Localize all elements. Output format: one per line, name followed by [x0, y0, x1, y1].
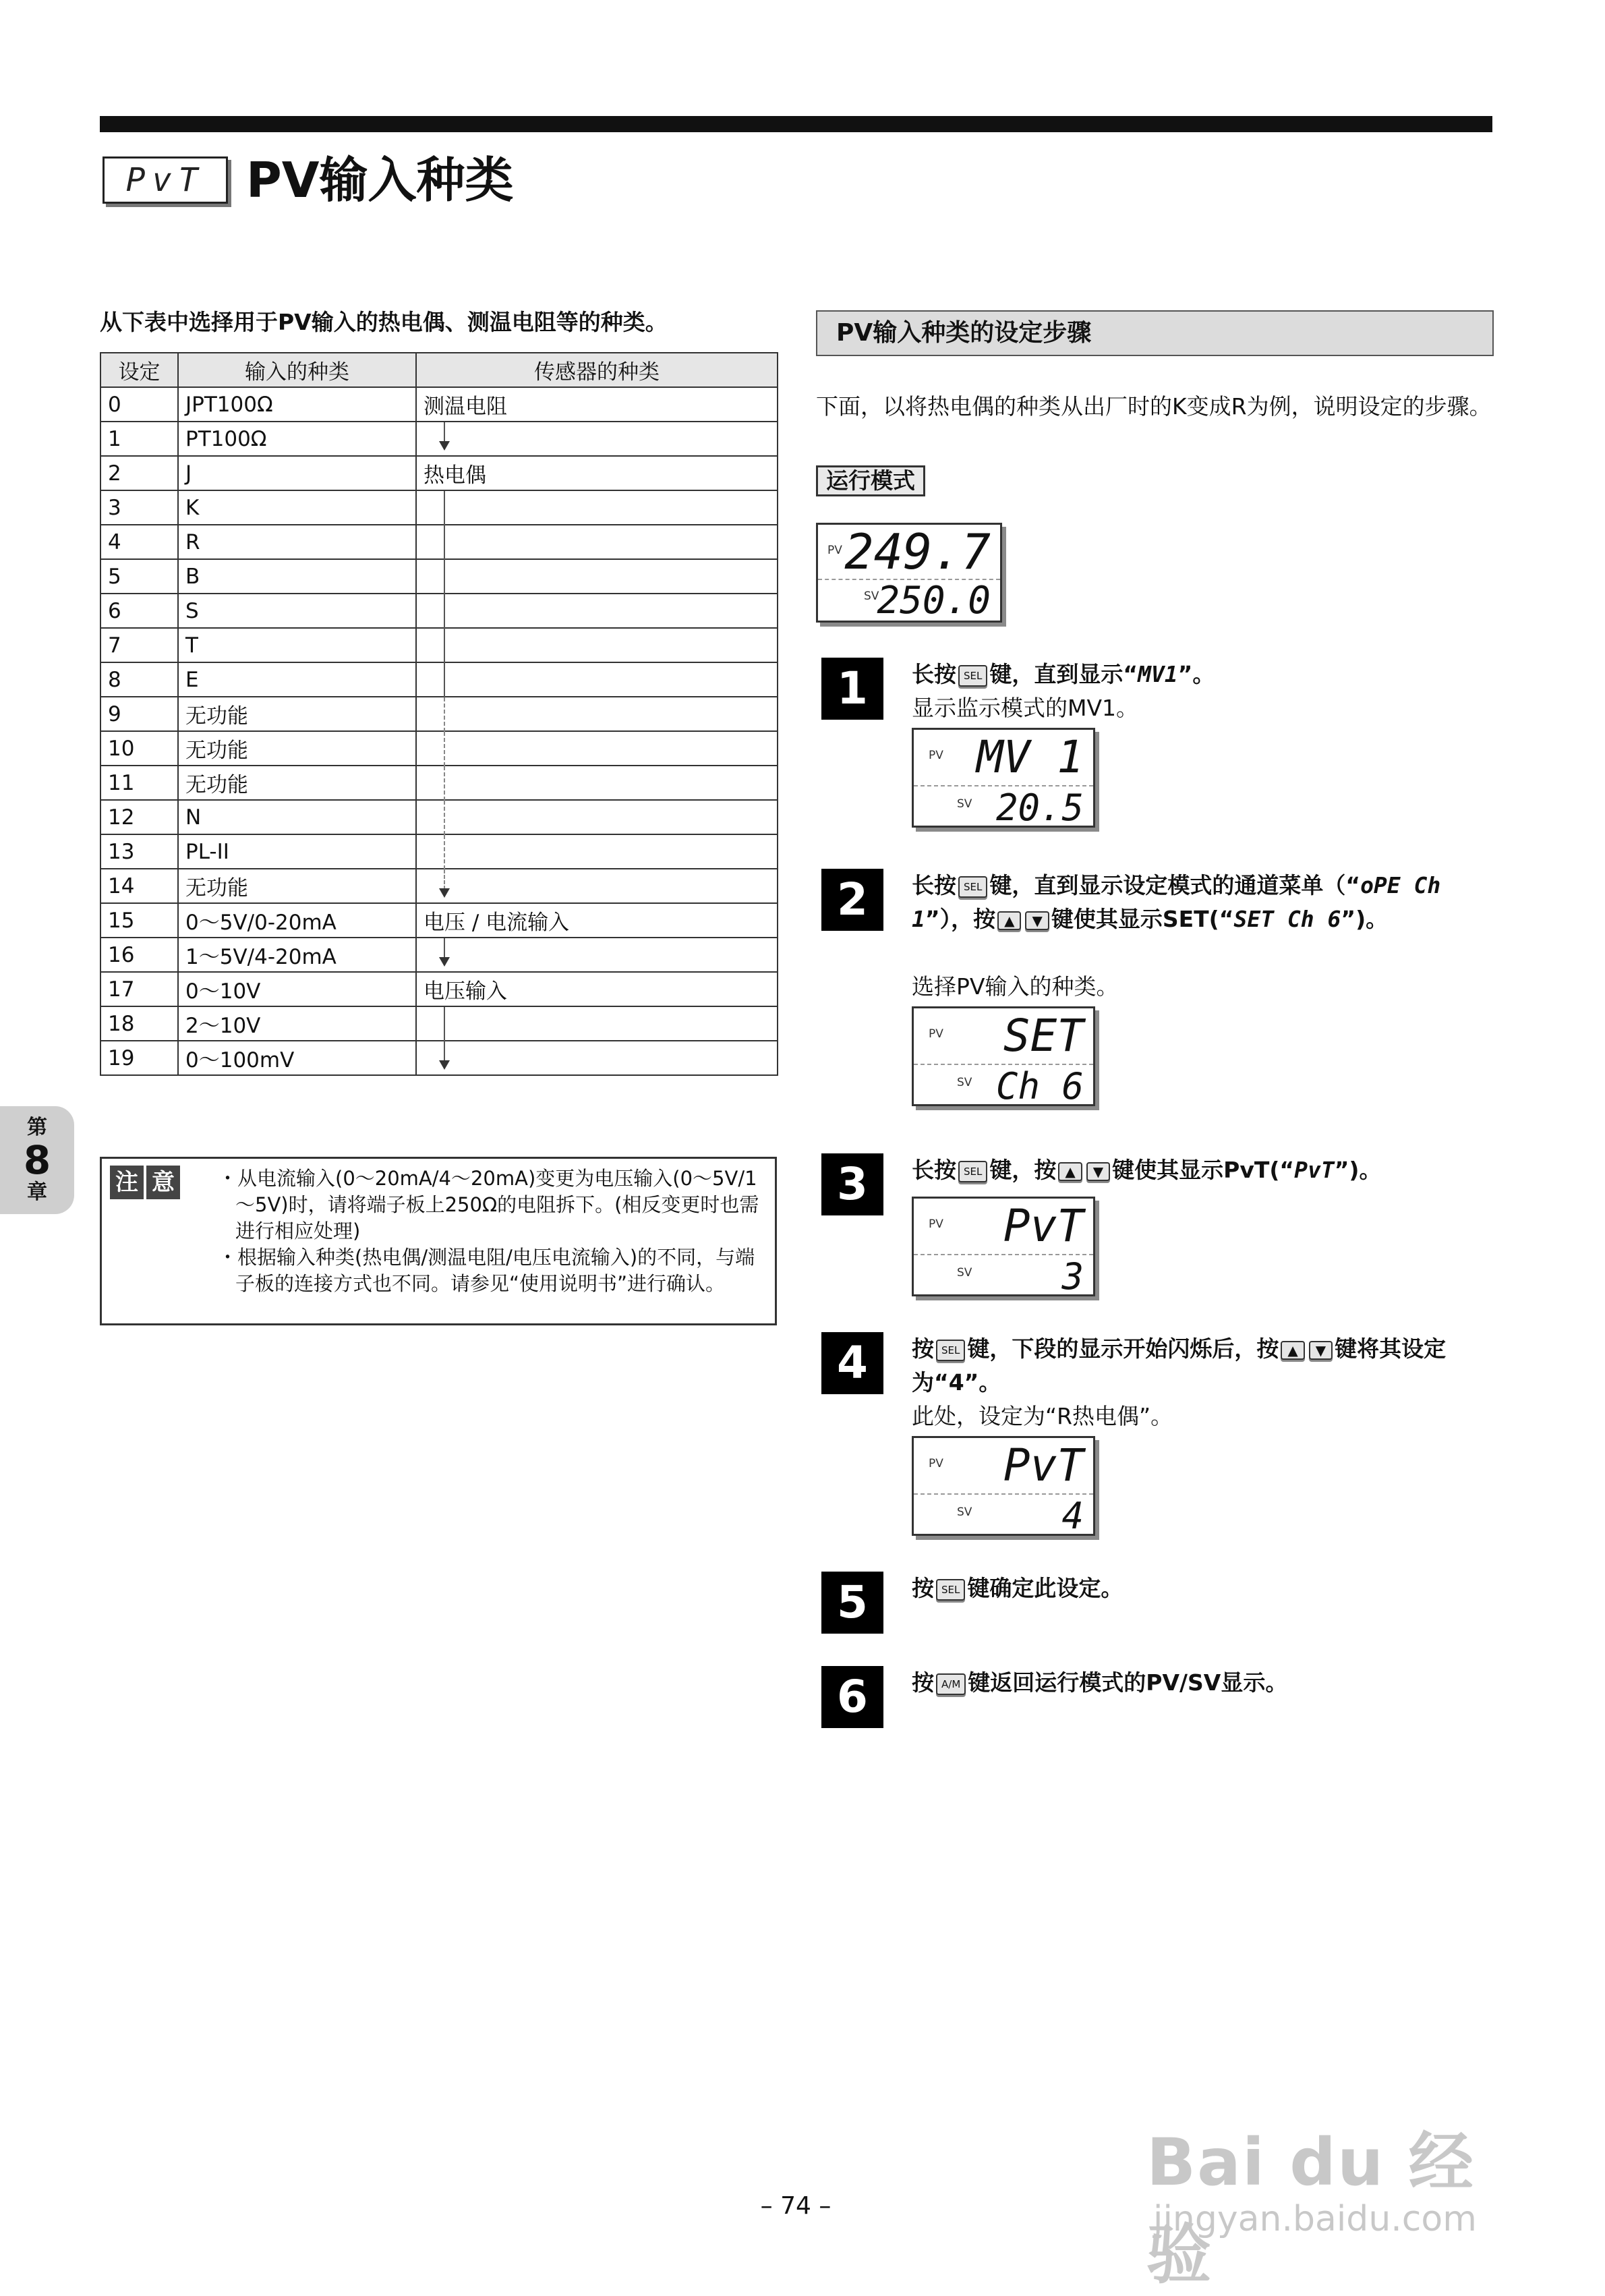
- cell-setting: 14: [100, 869, 178, 903]
- cell-setting: 17: [100, 972, 178, 1006]
- cell-setting: 4: [100, 525, 178, 559]
- sel-key-icon: SEL: [958, 665, 987, 687]
- cell-input: PT100Ω: [178, 422, 416, 456]
- continuation-line: [444, 663, 445, 697]
- cell-setting: 2: [100, 456, 178, 490]
- step-instruction: [912, 869, 1493, 936]
- step-instruction: [912, 658, 1493, 691]
- cell-setting: 1: [100, 422, 178, 456]
- cell-setting: 18: [100, 1006, 178, 1041]
- down-arrow-icon: [439, 888, 450, 898]
- down-key-icon: ▼: [1025, 911, 1049, 930]
- cell-sensor: [416, 1006, 778, 1041]
- instruction-text: 键确定此设定。: [967, 1575, 1124, 1601]
- cell-setting: 5: [100, 559, 178, 594]
- step-instruction: [912, 1666, 1493, 1700]
- cell-input: 2～10V: [178, 1006, 416, 1041]
- cell-setting: 15: [100, 903, 178, 938]
- cell-input: B: [178, 559, 416, 594]
- pv-label: PV: [929, 1217, 943, 1231]
- table-row: [100, 938, 778, 972]
- cell-input: 无功能: [178, 697, 416, 731]
- sv-value: 250.0: [877, 579, 991, 623]
- table-row: [100, 490, 778, 525]
- cell-sensor: [416, 422, 778, 456]
- lcd-display: [912, 728, 1095, 828]
- input-type-table: [100, 352, 778, 1076]
- continuation-line: [444, 560, 445, 594]
- continuation-line: [444, 1007, 445, 1041]
- instruction-text: 键使其显示PvT(“: [1112, 1157, 1295, 1183]
- table-row: [100, 903, 778, 938]
- watermark-brand: Bai du 经验: [1146, 2125, 1475, 2293]
- page-number: – 74 –: [760, 2192, 831, 2220]
- table-row: [100, 594, 778, 628]
- instruction-text: 键，下段的显示开始闪烁后，按: [967, 1336, 1279, 1362]
- continuation-line: [444, 697, 445, 732]
- sv-value: Ch 6: [995, 1065, 1084, 1108]
- display-code: SET Ch 6: [1233, 906, 1341, 932]
- instruction-text: ”），按: [925, 906, 996, 932]
- col-header-setting: 设定: [100, 353, 178, 387]
- cell-input: 无功能: [178, 731, 416, 766]
- pv-value: PvT: [1003, 1200, 1084, 1252]
- sv-label: SV: [957, 1266, 972, 1280]
- display-code: oPE Ch 1: [912, 872, 1441, 932]
- instruction-text: 长按: [912, 661, 956, 687]
- cell-sensor: 测温电阻: [416, 387, 778, 422]
- instruction-text: ”)。: [1334, 1157, 1382, 1183]
- up-key-icon: ▲: [1058, 1162, 1082, 1181]
- continuation-line: [444, 766, 445, 801]
- instruction-text: ”。: [1177, 661, 1215, 687]
- instruction-text: 键返回运行模式的PV/SV显示。: [968, 1669, 1288, 1696]
- cell-input: PL-II: [178, 834, 416, 869]
- pv-label: PV: [929, 1457, 943, 1470]
- continuation-line: [444, 869, 445, 890]
- chapter-tab-bottom: 章: [27, 1180, 47, 1204]
- step-number: 4: [821, 1332, 883, 1394]
- table-intro: 从下表中选择用于PV输入的热电偶、测温电阻等的种类。: [100, 309, 668, 335]
- cell-sensor: 热电偶: [416, 456, 778, 490]
- col-header-input: 输入的种类: [178, 353, 416, 387]
- sv-label: SV: [957, 797, 972, 811]
- run-mode-label: 运行模式: [816, 465, 925, 496]
- step-number: 6: [821, 1666, 883, 1728]
- cell-sensor: 电压输入: [416, 972, 778, 1006]
- table-row: [100, 422, 778, 456]
- continuation-line: [444, 1041, 445, 1062]
- chapter-number: 8: [23, 1137, 51, 1183]
- cell-setting: 6: [100, 594, 178, 628]
- continuation-line: [444, 594, 445, 629]
- caution-note: [100, 1157, 777, 1325]
- cell-input: E: [178, 662, 416, 697]
- continuation-line: [444, 732, 445, 766]
- instruction-text: 键将其设定为“4”。: [912, 1336, 1447, 1396]
- pv-value: PvT: [1003, 1439, 1084, 1491]
- lcd-display: [912, 1006, 1095, 1106]
- pv-value: 249.7: [844, 523, 991, 580]
- pv-label: PV: [929, 1027, 943, 1041]
- cell-setting: 3: [100, 490, 178, 525]
- cell-sensor: [416, 834, 778, 869]
- pv-value: MV 1: [976, 731, 1084, 783]
- table-row: [100, 525, 778, 559]
- step-number: 1: [821, 658, 883, 720]
- continuation-line: [444, 801, 445, 835]
- sel-key-icon: SEL: [936, 1340, 965, 1361]
- instruction-text: 按: [912, 1575, 934, 1601]
- table-row: [100, 1041, 778, 1075]
- cell-setting: 16: [100, 938, 178, 972]
- cell-input: 0～100mV: [178, 1041, 416, 1075]
- sel-key-icon: SEL: [936, 1579, 965, 1601]
- continuation-line: [444, 938, 445, 958]
- up-key-icon: ▲: [1281, 1341, 1304, 1360]
- down-arrow-icon: [439, 441, 450, 451]
- caution-line-2: ・根据输入种类(热电偶/测温电阻/电压电流输入)的不同，与端子板的连接方式也不同。请参见“使用说明书”进行确认。: [218, 1246, 755, 1295]
- display-code: PvT: [1294, 1157, 1335, 1183]
- instruction-text: 键，按: [989, 1157, 1057, 1183]
- continuation-line: [444, 422, 445, 442]
- cell-input: T: [178, 628, 416, 662]
- cell-setting: 19: [100, 1041, 178, 1075]
- am-key-icon: A/M: [936, 1673, 966, 1695]
- table-row: [100, 697, 778, 731]
- cell-sensor: [416, 594, 778, 628]
- cell-sensor: [416, 800, 778, 834]
- table-row: [100, 1006, 778, 1041]
- caution-label-1: 注: [110, 1166, 144, 1199]
- continuation-line: [444, 629, 445, 663]
- table-row: [100, 972, 778, 1006]
- table-row: [100, 731, 778, 766]
- table-row: [100, 834, 778, 869]
- cell-sensor: [416, 525, 778, 559]
- cell-input: 1～5V/4-20mA: [178, 938, 416, 972]
- col-header-sensor: 传感器的种类: [416, 353, 778, 387]
- cell-sensor: 电压 / 电流输入: [416, 903, 778, 938]
- cell-setting: 7: [100, 628, 178, 662]
- cell-sensor: [416, 731, 778, 766]
- chapter-tab-top: 第: [27, 1116, 47, 1139]
- watermark-url: jingyan.baidu.com: [1153, 2199, 1477, 2239]
- step-instruction: [912, 1332, 1493, 1400]
- table-row: [100, 662, 778, 697]
- lcd-display: [912, 1436, 1095, 1536]
- caution-label: [110, 1166, 180, 1199]
- cell-setting: 12: [100, 800, 178, 834]
- step-number: 2: [821, 869, 883, 931]
- instruction-text: 键，直到显示“: [989, 661, 1138, 687]
- step-instruction: [912, 1153, 1493, 1187]
- instruction-text: ”)。: [1341, 906, 1389, 932]
- cell-input: 0～10V: [178, 972, 416, 1006]
- instruction-text: 按: [912, 1336, 934, 1362]
- cell-sensor: [416, 559, 778, 594]
- cell-input: N: [178, 800, 416, 834]
- cell-sensor: [416, 766, 778, 800]
- page-title: PV输入种类: [246, 152, 514, 208]
- sv-value: 20.5: [995, 786, 1084, 829]
- instruction-text: 按: [912, 1669, 934, 1696]
- cell-setting: 10: [100, 731, 178, 766]
- instruction-text: 键，直到显示设定模式的通道菜单（“: [989, 872, 1361, 898]
- table-row: [100, 456, 778, 490]
- cell-sensor: [416, 628, 778, 662]
- sv-value: 3: [1061, 1255, 1084, 1298]
- table-row: [100, 387, 778, 422]
- cell-input: S: [178, 594, 416, 628]
- display-code: MV1: [1138, 661, 1178, 687]
- caution-line-1: ・从电流输入(0～20mA/4～20mA)变更为电压输入(0～5V/1～5V)时，请将端子板上250Ω的电阻拆下。(相反变更时也需进行相应处理): [218, 1167, 759, 1242]
- instruction-text: 键使其显示SET(“: [1051, 906, 1234, 932]
- step-number: 5: [821, 1572, 883, 1634]
- cell-setting: 9: [100, 697, 178, 731]
- caution-label-2: 意: [146, 1166, 180, 1199]
- cell-sensor: [416, 662, 778, 697]
- step-note: 选择PV输入的种类。: [912, 973, 1119, 1000]
- cell-input: 无功能: [178, 766, 416, 800]
- pv-label: PV: [827, 544, 842, 557]
- instruction-text: 长按: [912, 872, 956, 898]
- cell-input: J: [178, 456, 416, 490]
- sv-value: 4: [1061, 1495, 1084, 1537]
- table-row: [100, 628, 778, 662]
- cell-input: 0～5V/0-20mA: [178, 903, 416, 938]
- cell-input: 无功能: [178, 869, 416, 903]
- step-number: 3: [821, 1153, 883, 1215]
- cell-setting: 0: [100, 387, 178, 422]
- pv-label: PV: [929, 749, 943, 762]
- table-row: [100, 766, 778, 800]
- continuation-line: [444, 525, 445, 560]
- step-note: 此处，设定为“R热电偶”。: [912, 1403, 1173, 1429]
- sel-key-icon: SEL: [958, 1161, 987, 1182]
- down-arrow-icon: [439, 1060, 450, 1070]
- chapter-tab: [0, 1106, 74, 1214]
- table-row: [100, 869, 778, 903]
- sel-key-icon: SEL: [958, 876, 987, 898]
- table-row: [100, 800, 778, 834]
- cell-setting: 13: [100, 834, 178, 869]
- down-key-icon: ▼: [1309, 1341, 1333, 1360]
- cell-input: R: [178, 525, 416, 559]
- cell-sensor: [416, 697, 778, 731]
- sv-label: SV: [957, 1505, 972, 1519]
- up-key-icon: ▲: [997, 911, 1021, 930]
- table-row: [100, 559, 778, 594]
- lcd-display: [912, 1197, 1095, 1296]
- procedure-header: PV输入种类的设定步骤: [816, 310, 1494, 356]
- cell-sensor: [416, 938, 778, 972]
- pv-value: SET: [1003, 1010, 1084, 1062]
- step-instruction: [912, 1572, 1493, 1605]
- top-rule: [100, 116, 1492, 132]
- baidu-watermark: [1146, 2111, 1524, 2293]
- step-note: 显示监示模式的MV1。: [912, 695, 1139, 721]
- title-code-display: PvT: [103, 156, 228, 204]
- cell-setting: 8: [100, 662, 178, 697]
- procedure-intro: 下面，以将热电偶的种类从出厂时的K变成R为例，说明设定的步骤。: [816, 393, 1492, 420]
- down-key-icon: ▼: [1086, 1162, 1110, 1181]
- cell-sensor: [416, 490, 778, 525]
- instruction-text: 长按: [912, 1157, 956, 1183]
- down-arrow-icon: [439, 957, 450, 967]
- continuation-line: [444, 491, 445, 525]
- cell-input: K: [178, 490, 416, 525]
- continuation-line: [444, 835, 445, 869]
- cell-sensor: [416, 1041, 778, 1075]
- sv-label: SV: [864, 590, 879, 603]
- run-mode-display: [816, 523, 1002, 623]
- cell-setting: 11: [100, 766, 178, 800]
- sv-label: SV: [957, 1076, 972, 1089]
- cell-input: JPT100Ω: [178, 387, 416, 422]
- cell-sensor: [416, 869, 778, 903]
